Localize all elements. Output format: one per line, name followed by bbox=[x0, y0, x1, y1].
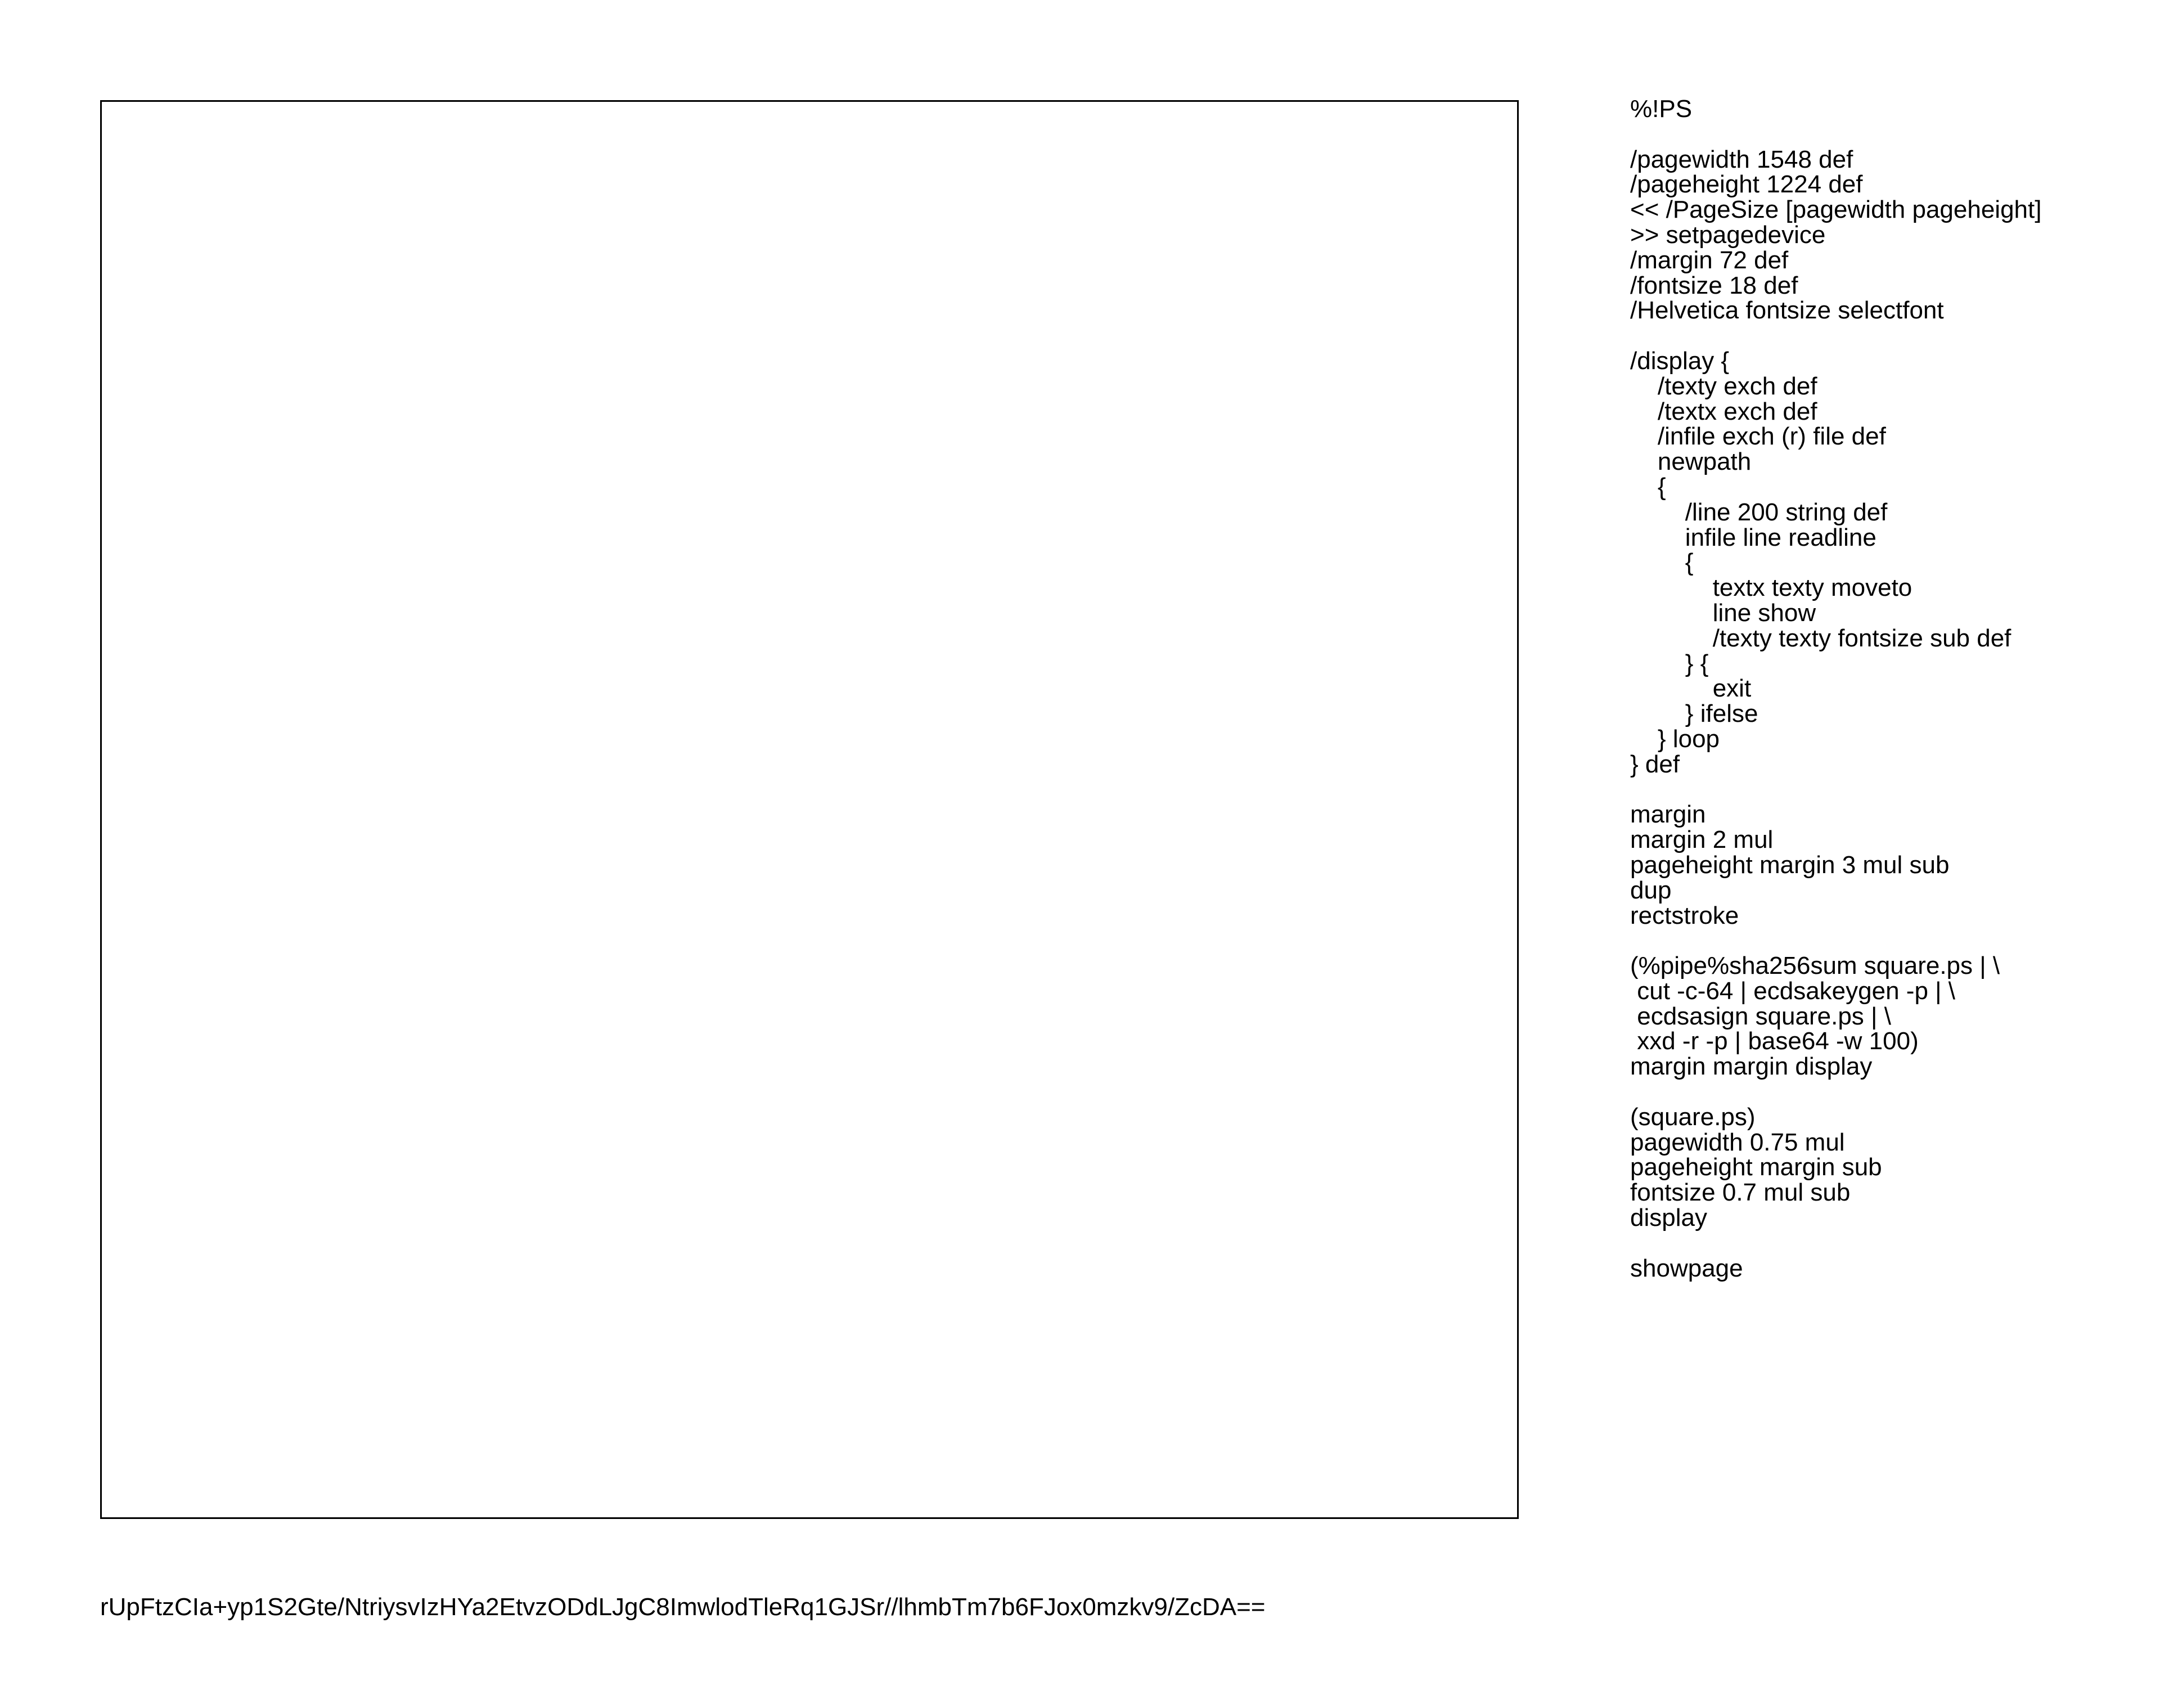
postscript-source bbox=[1630, 97, 2136, 1281]
source-line: } { bbox=[1630, 649, 1709, 677]
source-line: margin margin display bbox=[1630, 1053, 1873, 1081]
source-line: { bbox=[1630, 549, 1694, 577]
source-line: { bbox=[1630, 473, 1666, 501]
source-line: exit bbox=[1630, 675, 1752, 703]
source-line: /margin 72 def bbox=[1630, 246, 1789, 274]
source-line: /pageheight 1224 def bbox=[1630, 170, 1863, 199]
source-line: /display { bbox=[1630, 347, 1730, 375]
source-line: /line 200 string def bbox=[1630, 498, 1888, 526]
source-line: (square.ps) bbox=[1630, 1103, 1756, 1131]
source-line: textx texty moveto bbox=[1630, 574, 1912, 602]
source-line bbox=[1630, 1231, 2136, 1256]
stroked-square bbox=[100, 100, 1519, 1519]
source-line: pageheight margin 3 mul sub bbox=[1630, 851, 1950, 879]
source-line: fontsize 0.7 mul sub bbox=[1630, 1179, 1851, 1207]
source-line: } ifelse bbox=[1630, 700, 1758, 728]
source-line: xxd -r -p | base64 -w 100) bbox=[1630, 1027, 1919, 1055]
source-line: (%pipe%sha256sum square.ps | \ bbox=[1630, 952, 2000, 980]
source-line: } def bbox=[1630, 750, 1680, 778]
source-line: margin 2 mul bbox=[1630, 826, 1774, 854]
source-line: cut -c-64 | ecdsakeygen -p | \ bbox=[1630, 977, 1956, 1005]
source-line bbox=[1630, 122, 2136, 147]
source-line bbox=[1630, 323, 2136, 349]
source-line bbox=[1630, 928, 2136, 954]
source-line: /textx exch def bbox=[1630, 397, 1817, 425]
source-line: margin bbox=[1630, 801, 1706, 829]
source-line: /fontsize 18 def bbox=[1630, 271, 1798, 299]
source-line: pageheight margin sub bbox=[1630, 1153, 1882, 1181]
source-line: showpage bbox=[1630, 1254, 1743, 1282]
source-line: /infile exch (r) file def bbox=[1630, 422, 1886, 451]
source-line: ecdsasign square.ps | \ bbox=[1630, 1002, 1891, 1030]
source-line: /Helvetica fontsize selectfont bbox=[1630, 296, 1944, 325]
source-line: } loop bbox=[1630, 725, 1720, 753]
signature-text: rUpFtzCIa+yp1S2Gte/NtriysvIzHYa2EtvzODdLJgC8ImwlodTleRq1GJSr//lhmbTm7b6FJox0mzkv9/ZcDA== bbox=[100, 1593, 1266, 1621]
source-line: /texty exch def bbox=[1630, 372, 1817, 400]
source-line: pagewidth 0.75 mul bbox=[1630, 1128, 1845, 1156]
source-line: /texty texty fontsize sub def bbox=[1630, 624, 2012, 652]
source-line: >> setpagedevice bbox=[1630, 221, 1826, 249]
source-line: display bbox=[1630, 1204, 1707, 1232]
source-line: infile line readline bbox=[1630, 523, 1876, 551]
source-line: << /PageSize [pagewidth pageheight] bbox=[1630, 196, 2042, 224]
source-line: %!PS bbox=[1630, 95, 1693, 123]
source-line: line show bbox=[1630, 599, 1816, 627]
source-line bbox=[1630, 1080, 2136, 1105]
source-line: /pagewidth 1548 def bbox=[1630, 145, 1853, 173]
source-line bbox=[1630, 777, 2136, 803]
source-line: dup bbox=[1630, 876, 1672, 904]
source-line: newpath bbox=[1630, 448, 1752, 476]
source-line: rectstroke bbox=[1630, 901, 1739, 929]
